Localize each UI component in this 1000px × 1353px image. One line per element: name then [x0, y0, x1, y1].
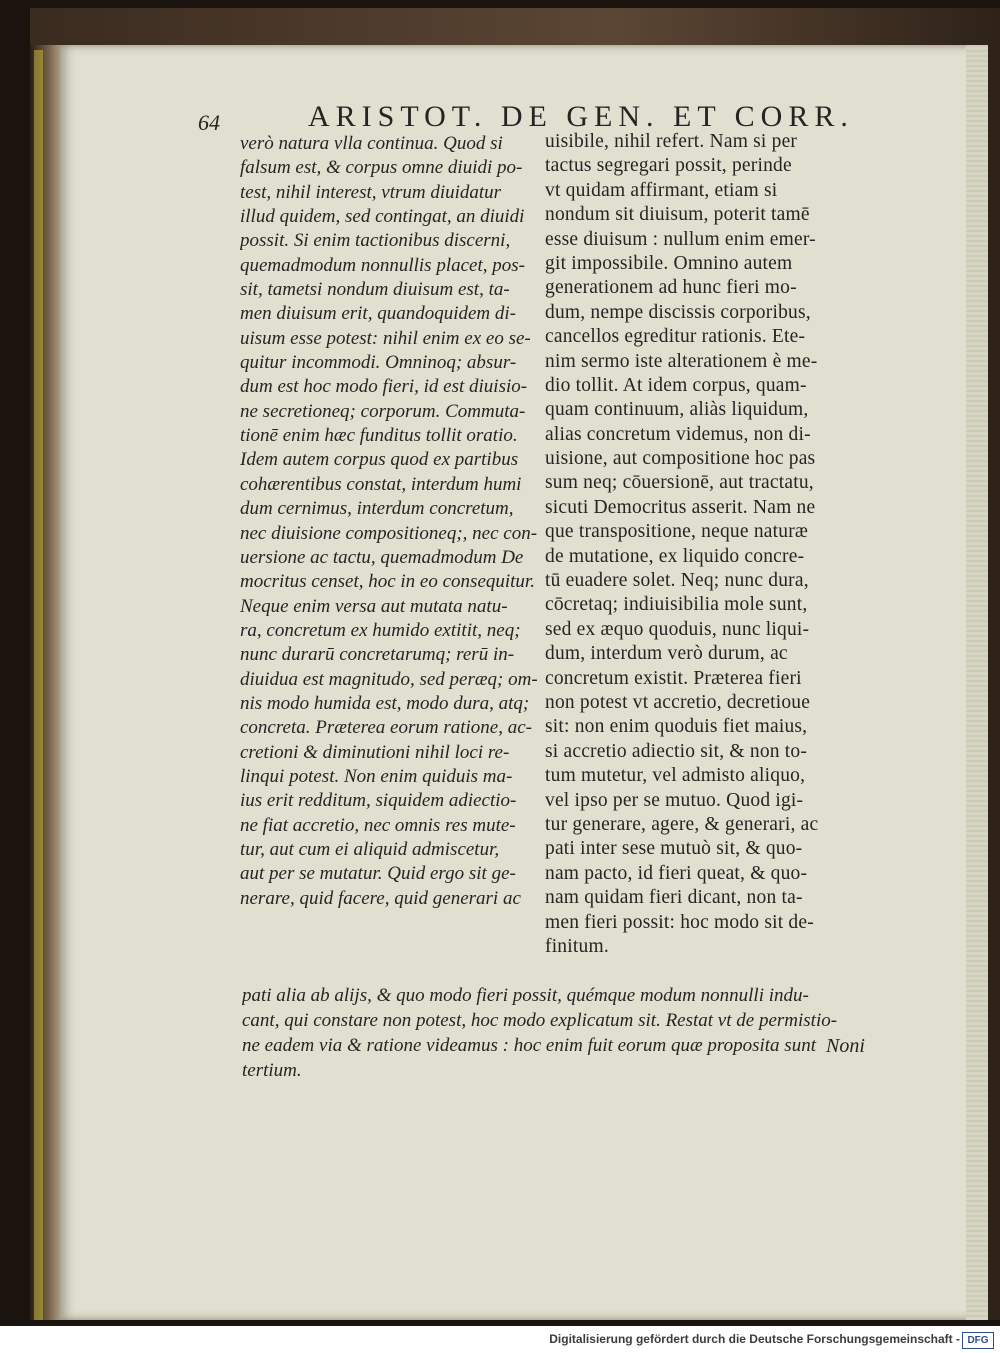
text-line-right: nim sermo iste alterationem è me-: [545, 350, 818, 372]
text-line-left: cohærentibus constat, interdum humi: [240, 473, 522, 495]
text-line-left: quemadmodum nonnullis placet, pos-: [240, 254, 525, 276]
text-line-right: vel ipso per se mutuo. Quod igi-: [545, 789, 804, 811]
latin-column-left: [240, 132, 585, 911]
text-line-right: concretum existit. Præterea fieri: [545, 667, 802, 689]
text-line-left: Neque enim versa aut mutata natu-: [240, 595, 508, 617]
text-line-full: ne eadem via & ratione videamus : hoc enim fuit eorum quæ proposita sunt: [242, 1035, 816, 1056]
text-line-right: si accretio adiectio sit, & non to-: [545, 740, 808, 762]
text-line-right: dum, interdum verò durum, ac: [545, 643, 788, 665]
digitization-footer: [0, 1326, 1000, 1353]
latin-column-right: [545, 130, 905, 959]
text-line-right: sum neq; cōuersionē, aut tractatu,: [545, 472, 814, 494]
text-line-left: uisum esse potest: nihil enim ex eo se-: [240, 327, 531, 349]
text-line-left: diuidua est magnitudo, sed peræq; om-: [240, 668, 538, 690]
text-line-left: nerare, quid facere, quid generari ac: [240, 887, 521, 909]
page-number: 64: [198, 110, 220, 135]
text-line-right: nondum sit diuisum, poterit tamē: [545, 204, 810, 226]
text-line-right: alias concretum videmus, non di-: [545, 423, 811, 445]
text-line-full: tertium.: [242, 1060, 302, 1081]
text-line-right: que transpositione, neque naturæ: [545, 521, 809, 543]
text-line-right: uisibile, nihil refert. Nam si per: [545, 131, 798, 152]
text-line-right: dio tollit. At idem corpus, quam-: [545, 374, 807, 396]
text-line-left: cretioni & diminutioni nihil loci re-: [240, 741, 510, 763]
text-line-right: git impossibile. Omnino autem: [545, 252, 793, 274]
text-line-left: nunc durarū concretarumq; rerū in-: [240, 644, 515, 666]
text-line-left: ius erit redditum, siquidem adiectio-: [240, 790, 517, 812]
text-line-right: tum mutetur, vel admisto aliquo,: [545, 765, 806, 787]
text-line-right: generationem ad hunc fieri mo-: [545, 277, 797, 299]
text-line-right: sit: non enim quoduis fiet maius,: [545, 716, 808, 738]
funding-credit: Digitalisierung gefördert durch die Deutsche Forschungsgemeinschaft -: [549, 1332, 960, 1346]
text-line-right: cōcretaq; indiuisibilia mole sunt,: [545, 594, 808, 616]
text-line-right: nam quidam fieri dicant, non ta-: [545, 887, 803, 909]
text-line-left: dum cernimus, interdum concretum,: [240, 498, 514, 520]
text-line-left: nis modo humida est, modo dura, atq;: [240, 692, 530, 714]
text-line-left: illud quidem, sed contingat, an diuidi: [240, 206, 525, 228]
dfg-logo: DFG: [962, 1332, 994, 1349]
text-line-left: tionē enim hæc funditus tollit oratio.: [240, 425, 518, 447]
text-line-left: uersione ac tactu, quemadmodum De: [240, 546, 524, 568]
text-line-right: pati inter sese mutuò sit, & quo-: [545, 838, 803, 860]
text-line-right: de mutatione, ex liquido concre-: [545, 545, 805, 567]
text-line-right: tactus segregari possit, perinde: [545, 155, 792, 177]
running-title: ARISTOT. DE GEN. ET CORR.: [308, 100, 854, 133]
text-line-left: verò natura vlla continua. Quod si: [240, 133, 503, 154]
text-line-left: aut per se mutatur. Quid ergo sit ge-: [240, 863, 516, 885]
text-line-left: possit. Si enim tactionibus discerni,: [240, 230, 511, 252]
text-line-left: mocritus censet, hoc in eo consequitur.: [240, 571, 535, 593]
text-line-left: linqui potest. Non enim quiduis ma-: [240, 765, 513, 787]
text-line-left: ne secretioneq; corporum. Commuta-: [240, 400, 526, 422]
text-line-left: test, nihil interest, vtrum diuidatur: [240, 181, 502, 203]
text-line-left: nec diuisione compositioneq;, nec con-: [240, 522, 538, 544]
text-line-left: men diuisum erit, quandoquidem di-: [240, 303, 517, 325]
text-line-right: esse diuisum : nullum enim emer-: [545, 228, 816, 250]
text-line-left: falsum est, & corpus omne diuidi po-: [240, 157, 523, 179]
text-line-left: sit, tametsi nondum diuisum est, ta-: [240, 279, 510, 301]
catchword: Noni: [826, 1035, 865, 1057]
text-line-left: Idem autem corpus quod ex partibus: [240, 449, 519, 471]
text-line-left: ne fiat accretio, nec omnis res mute-: [240, 814, 516, 836]
text-line-left: tur, aut cum ei aliquid admiscetur,: [240, 838, 500, 860]
text-line-right: sed ex æquo quoduis, nunc liqui-: [545, 618, 810, 640]
text-line-left: ra, concretum ex humido extitit, neq;: [240, 619, 521, 641]
text-line-right: tur generare, agere, & generari, ac: [545, 813, 819, 835]
text-line-left: dum est hoc modo fieri, id est diuisio-: [240, 376, 528, 398]
text-line-left: quitur incommodi. Omninoq; absur-: [240, 352, 517, 374]
text-line-left: concreta. Præterea eorum ratione, ac-: [240, 717, 532, 739]
text-line-right: men fieri possit: hoc modo sit de-: [545, 911, 814, 933]
text-line-right: non potest vt accretio, decretioue: [545, 691, 811, 713]
page-fore-edge: [966, 45, 988, 1320]
spine-edge: [34, 50, 43, 1320]
text-line-right: sicuti Democritus asserit. Nam ne: [545, 496, 816, 518]
text-line-right: vt quidam affirmant, etiam si: [545, 179, 778, 201]
text-line-full: pati alia ab alijs, & quo modo fieri possit, quémque modum nonnulli indu-: [242, 985, 809, 1006]
full-width-paragraph: [242, 983, 932, 1083]
text-line-right: dum, nempe discissis corporibus,: [545, 301, 811, 323]
text-line-right: nam pacto, id fieri queat, & quo-: [545, 862, 808, 884]
text-line-right: quam continuum, aliàs liquidum,: [545, 399, 809, 421]
text-line-right: finitum.: [545, 935, 609, 957]
text-line-right: cancellos egreditur rationis. Ete-: [545, 326, 806, 348]
text-line-right: uisione, aut compositione hoc pas: [545, 448, 816, 470]
text-line-full: cant, qui constare non potest, hoc modo explicatum sit. Restat vt de permistio-: [242, 1010, 838, 1031]
text-line-right: tū euadere solet. Neq; nunc dura,: [545, 570, 809, 592]
